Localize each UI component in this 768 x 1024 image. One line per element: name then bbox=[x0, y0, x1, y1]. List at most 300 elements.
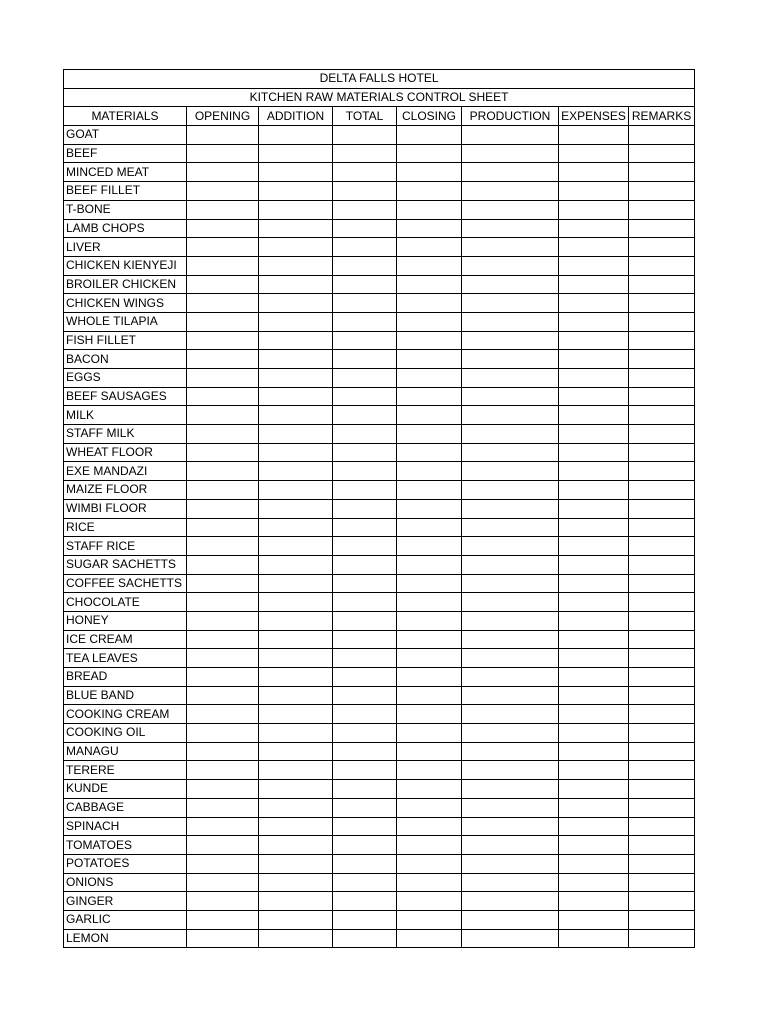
addition-cell[interactable] bbox=[259, 406, 333, 425]
production-cell[interactable] bbox=[462, 537, 559, 556]
opening-cell[interactable] bbox=[187, 481, 259, 500]
addition-cell[interactable] bbox=[259, 256, 333, 275]
addition-cell[interactable] bbox=[259, 854, 333, 873]
closing-cell[interactable] bbox=[397, 406, 462, 425]
expenses-cell[interactable] bbox=[559, 481, 629, 500]
closing-cell[interactable] bbox=[397, 387, 462, 406]
remarks-cell[interactable] bbox=[629, 929, 695, 948]
opening-cell[interactable] bbox=[187, 369, 259, 388]
production-cell[interactable] bbox=[462, 443, 559, 462]
expenses-cell[interactable] bbox=[559, 910, 629, 929]
remarks-cell[interactable] bbox=[629, 593, 695, 612]
production-cell[interactable] bbox=[462, 219, 559, 238]
opening-cell[interactable] bbox=[187, 836, 259, 855]
remarks-cell[interactable] bbox=[629, 238, 695, 257]
opening-cell[interactable] bbox=[187, 817, 259, 836]
opening-cell[interactable] bbox=[187, 294, 259, 313]
remarks-cell[interactable] bbox=[629, 686, 695, 705]
production-cell[interactable] bbox=[462, 200, 559, 219]
total-cell[interactable] bbox=[333, 892, 397, 911]
opening-cell[interactable] bbox=[187, 182, 259, 201]
remarks-cell[interactable] bbox=[629, 425, 695, 444]
opening-cell[interactable] bbox=[187, 574, 259, 593]
total-cell[interactable] bbox=[333, 873, 397, 892]
closing-cell[interactable] bbox=[397, 929, 462, 948]
production-cell[interactable] bbox=[462, 275, 559, 294]
production-cell[interactable] bbox=[462, 836, 559, 855]
closing-cell[interactable] bbox=[397, 182, 462, 201]
production-cell[interactable] bbox=[462, 163, 559, 182]
closing-cell[interactable] bbox=[397, 163, 462, 182]
remarks-cell[interactable] bbox=[629, 144, 695, 163]
production-cell[interactable] bbox=[462, 593, 559, 612]
expenses-cell[interactable] bbox=[559, 892, 629, 911]
remarks-cell[interactable] bbox=[629, 873, 695, 892]
expenses-cell[interactable] bbox=[559, 854, 629, 873]
production-cell[interactable] bbox=[462, 144, 559, 163]
addition-cell[interactable] bbox=[259, 238, 333, 257]
addition-cell[interactable] bbox=[259, 144, 333, 163]
total-cell[interactable] bbox=[333, 425, 397, 444]
production-cell[interactable] bbox=[462, 406, 559, 425]
production-cell[interactable] bbox=[462, 499, 559, 518]
expenses-cell[interactable] bbox=[559, 256, 629, 275]
remarks-cell[interactable] bbox=[629, 499, 695, 518]
addition-cell[interactable] bbox=[259, 499, 333, 518]
expenses-cell[interactable] bbox=[559, 555, 629, 574]
expenses-cell[interactable] bbox=[559, 742, 629, 761]
closing-cell[interactable] bbox=[397, 126, 462, 145]
production-cell[interactable] bbox=[462, 238, 559, 257]
remarks-cell[interactable] bbox=[629, 630, 695, 649]
total-cell[interactable] bbox=[333, 275, 397, 294]
closing-cell[interactable] bbox=[397, 686, 462, 705]
total-cell[interactable] bbox=[333, 462, 397, 481]
production-cell[interactable] bbox=[462, 686, 559, 705]
total-cell[interactable] bbox=[333, 182, 397, 201]
expenses-cell[interactable] bbox=[559, 630, 629, 649]
expenses-cell[interactable] bbox=[559, 668, 629, 687]
remarks-cell[interactable] bbox=[629, 462, 695, 481]
production-cell[interactable] bbox=[462, 649, 559, 668]
remarks-cell[interactable] bbox=[629, 294, 695, 313]
expenses-cell[interactable] bbox=[559, 144, 629, 163]
total-cell[interactable] bbox=[333, 537, 397, 556]
remarks-cell[interactable] bbox=[629, 836, 695, 855]
opening-cell[interactable] bbox=[187, 798, 259, 817]
closing-cell[interactable] bbox=[397, 425, 462, 444]
expenses-cell[interactable] bbox=[559, 275, 629, 294]
addition-cell[interactable] bbox=[259, 593, 333, 612]
addition-cell[interactable] bbox=[259, 780, 333, 799]
addition-cell[interactable] bbox=[259, 182, 333, 201]
closing-cell[interactable] bbox=[397, 200, 462, 219]
remarks-cell[interactable] bbox=[629, 182, 695, 201]
production-cell[interactable] bbox=[462, 387, 559, 406]
production-cell[interactable] bbox=[462, 425, 559, 444]
expenses-cell[interactable] bbox=[559, 200, 629, 219]
production-cell[interactable] bbox=[462, 481, 559, 500]
remarks-cell[interactable] bbox=[629, 574, 695, 593]
closing-cell[interactable] bbox=[397, 499, 462, 518]
total-cell[interactable] bbox=[333, 499, 397, 518]
opening-cell[interactable] bbox=[187, 163, 259, 182]
expenses-cell[interactable] bbox=[559, 929, 629, 948]
expenses-cell[interactable] bbox=[559, 312, 629, 331]
total-cell[interactable] bbox=[333, 443, 397, 462]
opening-cell[interactable] bbox=[187, 443, 259, 462]
total-cell[interactable] bbox=[333, 574, 397, 593]
production-cell[interactable] bbox=[462, 854, 559, 873]
production-cell[interactable] bbox=[462, 574, 559, 593]
addition-cell[interactable] bbox=[259, 686, 333, 705]
remarks-cell[interactable] bbox=[629, 854, 695, 873]
opening-cell[interactable] bbox=[187, 910, 259, 929]
closing-cell[interactable] bbox=[397, 555, 462, 574]
total-cell[interactable] bbox=[333, 724, 397, 743]
opening-cell[interactable] bbox=[187, 406, 259, 425]
addition-cell[interactable] bbox=[259, 555, 333, 574]
closing-cell[interactable] bbox=[397, 312, 462, 331]
expenses-cell[interactable] bbox=[559, 350, 629, 369]
closing-cell[interactable] bbox=[397, 481, 462, 500]
remarks-cell[interactable] bbox=[629, 611, 695, 630]
addition-cell[interactable] bbox=[259, 873, 333, 892]
expenses-cell[interactable] bbox=[559, 219, 629, 238]
closing-cell[interactable] bbox=[397, 705, 462, 724]
remarks-cell[interactable] bbox=[629, 705, 695, 724]
expenses-cell[interactable] bbox=[559, 518, 629, 537]
addition-cell[interactable] bbox=[259, 537, 333, 556]
expenses-cell[interactable] bbox=[559, 294, 629, 313]
remarks-cell[interactable] bbox=[629, 555, 695, 574]
closing-cell[interactable] bbox=[397, 836, 462, 855]
addition-cell[interactable] bbox=[259, 611, 333, 630]
opening-cell[interactable] bbox=[187, 593, 259, 612]
remarks-cell[interactable] bbox=[629, 668, 695, 687]
addition-cell[interactable] bbox=[259, 817, 333, 836]
opening-cell[interactable] bbox=[187, 649, 259, 668]
production-cell[interactable] bbox=[462, 817, 559, 836]
total-cell[interactable] bbox=[333, 630, 397, 649]
closing-cell[interactable] bbox=[397, 761, 462, 780]
closing-cell[interactable] bbox=[397, 294, 462, 313]
remarks-cell[interactable] bbox=[629, 126, 695, 145]
expenses-cell[interactable] bbox=[559, 369, 629, 388]
expenses-cell[interactable] bbox=[559, 686, 629, 705]
production-cell[interactable] bbox=[462, 668, 559, 687]
total-cell[interactable] bbox=[333, 593, 397, 612]
total-cell[interactable] bbox=[333, 761, 397, 780]
expenses-cell[interactable] bbox=[559, 873, 629, 892]
remarks-cell[interactable] bbox=[629, 312, 695, 331]
total-cell[interactable] bbox=[333, 294, 397, 313]
expenses-cell[interactable] bbox=[559, 443, 629, 462]
opening-cell[interactable] bbox=[187, 312, 259, 331]
expenses-cell[interactable] bbox=[559, 387, 629, 406]
addition-cell[interactable] bbox=[259, 705, 333, 724]
addition-cell[interactable] bbox=[259, 425, 333, 444]
expenses-cell[interactable] bbox=[559, 593, 629, 612]
production-cell[interactable] bbox=[462, 331, 559, 350]
total-cell[interactable] bbox=[333, 518, 397, 537]
expenses-cell[interactable] bbox=[559, 126, 629, 145]
remarks-cell[interactable] bbox=[629, 892, 695, 911]
remarks-cell[interactable] bbox=[629, 219, 695, 238]
production-cell[interactable] bbox=[462, 555, 559, 574]
production-cell[interactable] bbox=[462, 256, 559, 275]
production-cell[interactable] bbox=[462, 705, 559, 724]
closing-cell[interactable] bbox=[397, 144, 462, 163]
expenses-cell[interactable] bbox=[559, 611, 629, 630]
opening-cell[interactable] bbox=[187, 518, 259, 537]
expenses-cell[interactable] bbox=[559, 649, 629, 668]
remarks-cell[interactable] bbox=[629, 350, 695, 369]
total-cell[interactable] bbox=[333, 798, 397, 817]
production-cell[interactable] bbox=[462, 126, 559, 145]
production-cell[interactable] bbox=[462, 630, 559, 649]
total-cell[interactable] bbox=[333, 649, 397, 668]
remarks-cell[interactable] bbox=[629, 817, 695, 836]
opening-cell[interactable] bbox=[187, 705, 259, 724]
opening-cell[interactable] bbox=[187, 892, 259, 911]
remarks-cell[interactable] bbox=[629, 163, 695, 182]
production-cell[interactable] bbox=[462, 350, 559, 369]
opening-cell[interactable] bbox=[187, 555, 259, 574]
closing-cell[interactable] bbox=[397, 630, 462, 649]
addition-cell[interactable] bbox=[259, 219, 333, 238]
remarks-cell[interactable] bbox=[629, 761, 695, 780]
opening-cell[interactable] bbox=[187, 873, 259, 892]
total-cell[interactable] bbox=[333, 238, 397, 257]
remarks-cell[interactable] bbox=[629, 724, 695, 743]
expenses-cell[interactable] bbox=[559, 780, 629, 799]
total-cell[interactable] bbox=[333, 836, 397, 855]
closing-cell[interactable] bbox=[397, 611, 462, 630]
total-cell[interactable] bbox=[333, 387, 397, 406]
total-cell[interactable] bbox=[333, 668, 397, 687]
remarks-cell[interactable] bbox=[629, 406, 695, 425]
production-cell[interactable] bbox=[462, 780, 559, 799]
total-cell[interactable] bbox=[333, 163, 397, 182]
total-cell[interactable] bbox=[333, 144, 397, 163]
closing-cell[interactable] bbox=[397, 798, 462, 817]
addition-cell[interactable] bbox=[259, 200, 333, 219]
production-cell[interactable] bbox=[462, 910, 559, 929]
opening-cell[interactable] bbox=[187, 854, 259, 873]
total-cell[interactable] bbox=[333, 331, 397, 350]
opening-cell[interactable] bbox=[187, 668, 259, 687]
opening-cell[interactable] bbox=[187, 724, 259, 743]
remarks-cell[interactable] bbox=[629, 649, 695, 668]
remarks-cell[interactable] bbox=[629, 481, 695, 500]
remarks-cell[interactable] bbox=[629, 798, 695, 817]
closing-cell[interactable] bbox=[397, 910, 462, 929]
closing-cell[interactable] bbox=[397, 369, 462, 388]
production-cell[interactable] bbox=[462, 462, 559, 481]
remarks-cell[interactable] bbox=[629, 387, 695, 406]
opening-cell[interactable] bbox=[187, 387, 259, 406]
opening-cell[interactable] bbox=[187, 462, 259, 481]
opening-cell[interactable] bbox=[187, 275, 259, 294]
closing-cell[interactable] bbox=[397, 275, 462, 294]
opening-cell[interactable] bbox=[187, 256, 259, 275]
addition-cell[interactable] bbox=[259, 929, 333, 948]
addition-cell[interactable] bbox=[259, 331, 333, 350]
total-cell[interactable] bbox=[333, 369, 397, 388]
opening-cell[interactable] bbox=[187, 611, 259, 630]
opening-cell[interactable] bbox=[187, 742, 259, 761]
production-cell[interactable] bbox=[462, 761, 559, 780]
total-cell[interactable] bbox=[333, 611, 397, 630]
closing-cell[interactable] bbox=[397, 649, 462, 668]
total-cell[interactable] bbox=[333, 219, 397, 238]
addition-cell[interactable] bbox=[259, 518, 333, 537]
opening-cell[interactable] bbox=[187, 780, 259, 799]
remarks-cell[interactable] bbox=[629, 200, 695, 219]
production-cell[interactable] bbox=[462, 182, 559, 201]
opening-cell[interactable] bbox=[187, 630, 259, 649]
production-cell[interactable] bbox=[462, 873, 559, 892]
closing-cell[interactable] bbox=[397, 256, 462, 275]
expenses-cell[interactable] bbox=[559, 331, 629, 350]
opening-cell[interactable] bbox=[187, 126, 259, 145]
addition-cell[interactable] bbox=[259, 443, 333, 462]
total-cell[interactable] bbox=[333, 780, 397, 799]
expenses-cell[interactable] bbox=[559, 182, 629, 201]
production-cell[interactable] bbox=[462, 369, 559, 388]
total-cell[interactable] bbox=[333, 817, 397, 836]
opening-cell[interactable] bbox=[187, 144, 259, 163]
opening-cell[interactable] bbox=[187, 350, 259, 369]
closing-cell[interactable] bbox=[397, 537, 462, 556]
addition-cell[interactable] bbox=[259, 724, 333, 743]
production-cell[interactable] bbox=[462, 312, 559, 331]
expenses-cell[interactable] bbox=[559, 705, 629, 724]
closing-cell[interactable] bbox=[397, 443, 462, 462]
opening-cell[interactable] bbox=[187, 537, 259, 556]
total-cell[interactable] bbox=[333, 910, 397, 929]
addition-cell[interactable] bbox=[259, 649, 333, 668]
opening-cell[interactable] bbox=[187, 761, 259, 780]
production-cell[interactable] bbox=[462, 611, 559, 630]
total-cell[interactable] bbox=[333, 555, 397, 574]
addition-cell[interactable] bbox=[259, 312, 333, 331]
addition-cell[interactable] bbox=[259, 910, 333, 929]
expenses-cell[interactable] bbox=[559, 499, 629, 518]
closing-cell[interactable] bbox=[397, 854, 462, 873]
closing-cell[interactable] bbox=[397, 238, 462, 257]
addition-cell[interactable] bbox=[259, 892, 333, 911]
addition-cell[interactable] bbox=[259, 275, 333, 294]
addition-cell[interactable] bbox=[259, 630, 333, 649]
opening-cell[interactable] bbox=[187, 686, 259, 705]
remarks-cell[interactable] bbox=[629, 369, 695, 388]
production-cell[interactable] bbox=[462, 929, 559, 948]
opening-cell[interactable] bbox=[187, 219, 259, 238]
closing-cell[interactable] bbox=[397, 892, 462, 911]
expenses-cell[interactable] bbox=[559, 761, 629, 780]
closing-cell[interactable] bbox=[397, 219, 462, 238]
closing-cell[interactable] bbox=[397, 668, 462, 687]
total-cell[interactable] bbox=[333, 742, 397, 761]
closing-cell[interactable] bbox=[397, 873, 462, 892]
remarks-cell[interactable] bbox=[629, 256, 695, 275]
addition-cell[interactable] bbox=[259, 163, 333, 182]
addition-cell[interactable] bbox=[259, 574, 333, 593]
addition-cell[interactable] bbox=[259, 369, 333, 388]
expenses-cell[interactable] bbox=[559, 406, 629, 425]
addition-cell[interactable] bbox=[259, 294, 333, 313]
expenses-cell[interactable] bbox=[559, 836, 629, 855]
remarks-cell[interactable] bbox=[629, 910, 695, 929]
addition-cell[interactable] bbox=[259, 462, 333, 481]
closing-cell[interactable] bbox=[397, 350, 462, 369]
remarks-cell[interactable] bbox=[629, 331, 695, 350]
closing-cell[interactable] bbox=[397, 462, 462, 481]
remarks-cell[interactable] bbox=[629, 275, 695, 294]
opening-cell[interactable] bbox=[187, 238, 259, 257]
closing-cell[interactable] bbox=[397, 724, 462, 743]
opening-cell[interactable] bbox=[187, 425, 259, 444]
total-cell[interactable] bbox=[333, 126, 397, 145]
closing-cell[interactable] bbox=[397, 574, 462, 593]
total-cell[interactable] bbox=[333, 705, 397, 724]
remarks-cell[interactable] bbox=[629, 537, 695, 556]
addition-cell[interactable] bbox=[259, 387, 333, 406]
opening-cell[interactable] bbox=[187, 200, 259, 219]
total-cell[interactable] bbox=[333, 406, 397, 425]
production-cell[interactable] bbox=[462, 798, 559, 817]
total-cell[interactable] bbox=[333, 200, 397, 219]
production-cell[interactable] bbox=[462, 294, 559, 313]
opening-cell[interactable] bbox=[187, 331, 259, 350]
expenses-cell[interactable] bbox=[559, 798, 629, 817]
total-cell[interactable] bbox=[333, 686, 397, 705]
remarks-cell[interactable] bbox=[629, 780, 695, 799]
remarks-cell[interactable] bbox=[629, 518, 695, 537]
addition-cell[interactable] bbox=[259, 798, 333, 817]
addition-cell[interactable] bbox=[259, 742, 333, 761]
addition-cell[interactable] bbox=[259, 126, 333, 145]
expenses-cell[interactable] bbox=[559, 425, 629, 444]
total-cell[interactable] bbox=[333, 929, 397, 948]
closing-cell[interactable] bbox=[397, 817, 462, 836]
production-cell[interactable] bbox=[462, 892, 559, 911]
expenses-cell[interactable] bbox=[559, 163, 629, 182]
closing-cell[interactable] bbox=[397, 518, 462, 537]
remarks-cell[interactable] bbox=[629, 443, 695, 462]
closing-cell[interactable] bbox=[397, 331, 462, 350]
total-cell[interactable] bbox=[333, 481, 397, 500]
addition-cell[interactable] bbox=[259, 668, 333, 687]
expenses-cell[interactable] bbox=[559, 462, 629, 481]
addition-cell[interactable] bbox=[259, 761, 333, 780]
total-cell[interactable] bbox=[333, 256, 397, 275]
opening-cell[interactable] bbox=[187, 929, 259, 948]
closing-cell[interactable] bbox=[397, 742, 462, 761]
addition-cell[interactable] bbox=[259, 350, 333, 369]
expenses-cell[interactable] bbox=[559, 238, 629, 257]
expenses-cell[interactable] bbox=[559, 817, 629, 836]
closing-cell[interactable] bbox=[397, 593, 462, 612]
expenses-cell[interactable] bbox=[559, 574, 629, 593]
total-cell[interactable] bbox=[333, 350, 397, 369]
remarks-cell[interactable] bbox=[629, 742, 695, 761]
closing-cell[interactable] bbox=[397, 780, 462, 799]
expenses-cell[interactable] bbox=[559, 537, 629, 556]
addition-cell[interactable] bbox=[259, 481, 333, 500]
